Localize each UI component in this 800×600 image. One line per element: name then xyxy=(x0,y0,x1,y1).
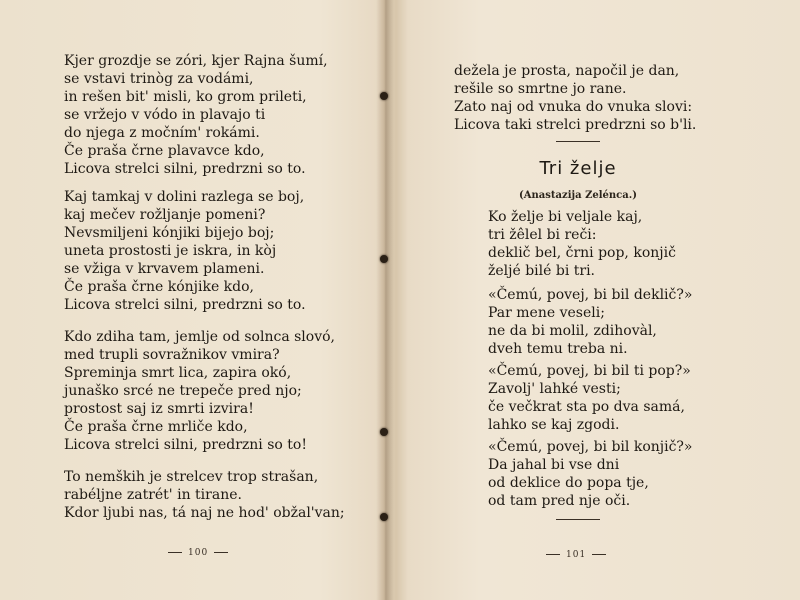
verse-line: Če praša črne mrliče kdo, xyxy=(64,419,248,435)
verse-line: «Čemú, povej, bi bil konjič?» xyxy=(488,439,693,455)
page-number-dash xyxy=(168,552,182,553)
verse-line: junaško srcé ne trepeče pred njo; xyxy=(64,383,302,399)
verse-line: Par mene veseli; xyxy=(488,305,605,321)
verse-line: se vržejo v vódo in plavajo ti xyxy=(64,107,266,123)
verse-line: Da jahal bi vse dni xyxy=(488,457,620,473)
binding-staple xyxy=(380,92,388,100)
continuation-stanza xyxy=(454,62,696,134)
verse-line: Licova strelci silni, predrzni so to. xyxy=(64,297,306,313)
right-page xyxy=(394,0,800,600)
binding-staple xyxy=(380,513,388,521)
verse-line: se vžiga v krvavem plameni. xyxy=(64,261,265,277)
verse-line: od deklice do popa tje, xyxy=(488,475,649,491)
verse-line: dežela je prosta, napočil je dan, xyxy=(454,63,680,79)
verse-line: Kaj tamkaj v dolini razlega se boj, xyxy=(64,189,305,205)
book-gutter xyxy=(376,0,394,600)
verse-line: ne da bi molil, zdihovàl, xyxy=(488,323,657,339)
verse-line: kaj mečev rožljanje pomeni? xyxy=(64,207,266,223)
page-number-dash xyxy=(546,554,560,555)
divider-rule xyxy=(556,141,600,142)
poem-title: Tri želje xyxy=(539,158,617,179)
verse-line: željé bilé bi tri. xyxy=(488,263,596,279)
verse-line: Licova strelci silni, predrzni so to! xyxy=(64,437,307,453)
verse-line: Zavolj' lahké vesti; xyxy=(488,381,621,397)
verse-line: Licova strelci silni, predrzni so to. xyxy=(64,161,306,177)
left-page xyxy=(0,0,378,600)
verse-line: To nemških je strelcev trop strašan, xyxy=(64,469,319,485)
verse-line: med trupli sovražnikov vmira? xyxy=(64,347,280,363)
verse-line: do njega z močním' rokámi. xyxy=(64,125,260,141)
stanza-3 xyxy=(64,328,335,454)
verse-line: se vstavi trinòg za vodámi, xyxy=(64,71,254,87)
page-number-right xyxy=(540,546,612,564)
page-number-dash xyxy=(214,552,228,553)
verse-line: Ko želje bi veljale kaj, xyxy=(488,209,643,225)
poem-stanza-2 xyxy=(488,286,692,358)
verse-line: prostost saj iz smrti izvira! xyxy=(64,401,254,417)
verse-line: lahko se kaj zgodi. xyxy=(488,417,620,433)
verse-line: rabéljne zatrét' in tirane. xyxy=(64,487,242,503)
verse-line: Spreminja smrt lica, zapira okó, xyxy=(64,365,292,381)
binding-staple xyxy=(380,255,388,263)
verse-line: če večkrat sta po dva samá, xyxy=(488,399,685,415)
page-number-dash xyxy=(592,554,606,555)
verse-line: «Čemú, povej, bi bil deklič?» xyxy=(488,287,693,303)
verse-line: «Čemú, povej, bi bil ti pop?» xyxy=(488,363,691,379)
divider-rule xyxy=(556,519,600,520)
page-number-text: 100 xyxy=(188,548,209,558)
verse-line: Nevsmiljeni kónjiki bijejo boj; xyxy=(64,225,275,241)
verse-line: Če praša črne kónjike kdo, xyxy=(64,279,255,295)
verse-line: Kdo zdiha tam, jemlje od solnca slovó, xyxy=(64,329,335,345)
verse-line: dveh temu treba ni. xyxy=(488,341,628,357)
verse-line: Zato naj od vnuka do vnuka slovi: xyxy=(454,99,693,115)
page-number-text: 101 xyxy=(566,550,587,560)
verse-line: deklič bel, črni pop, konjič xyxy=(488,245,676,261)
poem-author: (Anastazija Zelénca.) xyxy=(519,190,637,201)
stanza-2 xyxy=(64,188,306,314)
verse-line: Licova taki strelci predrzni so b'li. xyxy=(454,117,697,133)
verse-line: Če praša črne plavavce kdo, xyxy=(64,143,265,159)
verse-line: od tam pred nje oči. xyxy=(488,493,631,509)
verse-line: Kdor ljubi nas, tá naj ne hod' obžal'van; xyxy=(64,505,345,521)
poem-stanza-1 xyxy=(488,208,676,280)
stanza-4 xyxy=(64,468,345,522)
poem-stanza-4 xyxy=(488,438,693,510)
verse-line: tri žêlel bi reči: xyxy=(488,227,597,243)
verse-line: in rešen bit' misli, ko grom prileti, xyxy=(64,89,307,105)
poem-stanza-3 xyxy=(488,362,691,434)
verse-line: Kjer grozdje se zóri, kjer Rajna šumí, xyxy=(64,53,328,69)
page-number-left xyxy=(162,544,234,562)
verse-line: rešile so smrtne jo rane. xyxy=(454,81,627,97)
binding-staple xyxy=(380,428,388,436)
verse-line: uneta prostosti je iskra, in kòj xyxy=(64,243,277,259)
stanza-1 xyxy=(64,52,328,178)
